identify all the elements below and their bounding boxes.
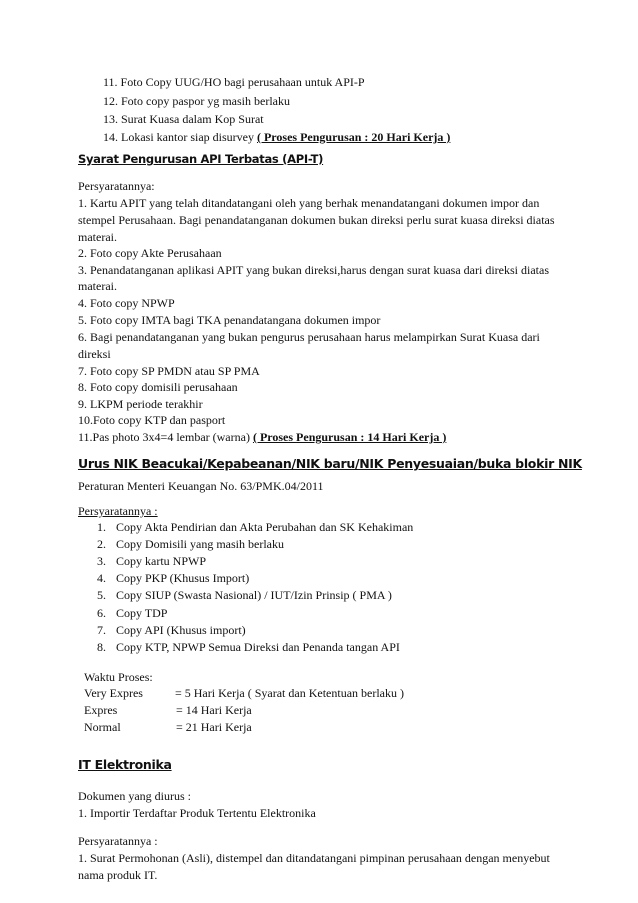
requirement-line: 7. Foto copy SP PMDN atau SP PMA xyxy=(78,364,260,378)
requirement-line: 8. Foto copy domisili perusahaan xyxy=(78,380,238,394)
requirement-line: 5. Foto copy IMTA bagi TKA penandatangana dokumen impor xyxy=(78,313,381,327)
list-item: Copy KTP, NPWP Semua Direksi dan Penanda tangan API xyxy=(116,640,400,654)
list-number: 8. xyxy=(97,640,106,654)
list-item: Copy PKP (Khusus Import) xyxy=(116,571,250,585)
section-heading-nik: Urus NIK Beacukai/Kepabeanan/NIK baru/NIK Penyesuaian/buka blokir NIK xyxy=(78,456,582,471)
requirement-line: materai. xyxy=(78,230,117,244)
list-number: 2. xyxy=(97,537,106,551)
requirement-line: 2. Foto copy Akte Perusahaan xyxy=(78,246,222,260)
list-item: Copy TDP xyxy=(116,606,168,620)
requirement-line: nama produk IT. xyxy=(78,868,158,882)
list-number: 7. xyxy=(97,623,106,637)
requirement-line: 1. Kartu APIT yang telah ditandatangani oleh yang berhak menandatangani dokumen impor dan xyxy=(78,196,540,210)
list-number: 4. xyxy=(97,571,106,585)
regulation-reference: Peraturan Menteri Keuangan No. 63/PMK.04/2011 xyxy=(78,479,324,493)
process-time-value: = 21 Hari Kerja xyxy=(176,720,252,734)
list-number: 3. xyxy=(97,554,106,568)
requirement-line: direksi xyxy=(78,347,111,361)
process-time-value: = 14 Hari Kerja xyxy=(176,703,252,717)
process-time-label: Normal xyxy=(84,720,121,734)
list-item: Copy Akta Pendirian dan Akta Perubahan dan SK Kehakiman xyxy=(116,520,414,534)
list-item: Copy SIUP (Swasta Nasional) / IUT/Izin Prinsip ( PMA ) xyxy=(116,588,392,602)
requirement-line: 3. Penandatanganan aplikasi APIT yang bukan direksi,harus dengan surat kuasa dari direksi diatas xyxy=(78,263,549,277)
process-duration-note: ( Proses Pengurusan : 20 Hari Kerja ) xyxy=(256,130,451,144)
list-item: Copy kartu NPWP xyxy=(116,554,206,568)
list-item: Copy API (Khusus import) xyxy=(116,623,246,637)
list-item-text: 14. Lokasi kantor siap disurvey xyxy=(103,130,257,144)
requirement-line: 9. LKPM periode terakhir xyxy=(78,397,203,411)
process-time-title: Waktu Proses: xyxy=(84,670,153,684)
list-item xyxy=(103,130,450,145)
requirement-line: 1. Surat Permohonan (Asli), distempel dan ditandatangani pimpinan perusahaan dengan menyebut xyxy=(78,851,550,865)
list-item: 11. Foto Copy UUG/HO bagi perusahaan untuk API-P xyxy=(103,75,365,89)
list-number: 5. xyxy=(97,588,106,602)
process-time-label: Expres xyxy=(84,703,118,717)
process-duration-note: ( Proses Pengurusan : 14 Hari Kerja ) xyxy=(252,430,447,444)
section-heading-it: IT Elektronika xyxy=(78,757,172,772)
requirement-line: 10.Foto copy KTP dan pasport xyxy=(78,413,226,427)
list-item: 13. Surat Kuasa dalam Kop Surat xyxy=(103,112,264,126)
requirement-line: stempel Perusahaan. Bagi penandatanganan dokumen bukan direksi perlu surat kuasa direksi diatas xyxy=(78,213,555,227)
requirement-line: materai. xyxy=(78,279,117,293)
list-item: Copy Domisili yang masih berlaku xyxy=(116,537,284,551)
list-number: 6. xyxy=(97,606,106,620)
requirement-text: 11.Pas photo 3x4=4 lembar (warna) xyxy=(78,430,253,444)
documents-title: Dokumen yang diurus : xyxy=(78,789,191,803)
requirements-intro: Persyaratannya: xyxy=(78,179,155,193)
requirement-line: 4. Foto copy NPWP xyxy=(78,296,175,310)
requirement-line: 6. Bagi penandatanganan yang bukan pengurus perusahaan harus melampirkan Surat Kuasa dari xyxy=(78,330,540,344)
process-time-value: = 5 Hari Kerja ( Syarat dan Ketentuan berlaku ) xyxy=(175,686,405,700)
section-heading-apit: Syarat Pengurusan API Terbatas (API-T) xyxy=(78,152,324,166)
document-item: 1. Importir Terdaftar Produk Tertentu Elektronika xyxy=(78,806,316,820)
requirements-intro: Persyaratannya : xyxy=(78,834,158,848)
requirement-line xyxy=(78,430,446,445)
list-item: 12. Foto copy paspor yg masih berlaku xyxy=(103,94,290,108)
process-time-label: Very Expres xyxy=(84,686,143,700)
list-number: 1. xyxy=(97,520,106,534)
requirements-intro: Persyaratannya : xyxy=(78,504,158,518)
